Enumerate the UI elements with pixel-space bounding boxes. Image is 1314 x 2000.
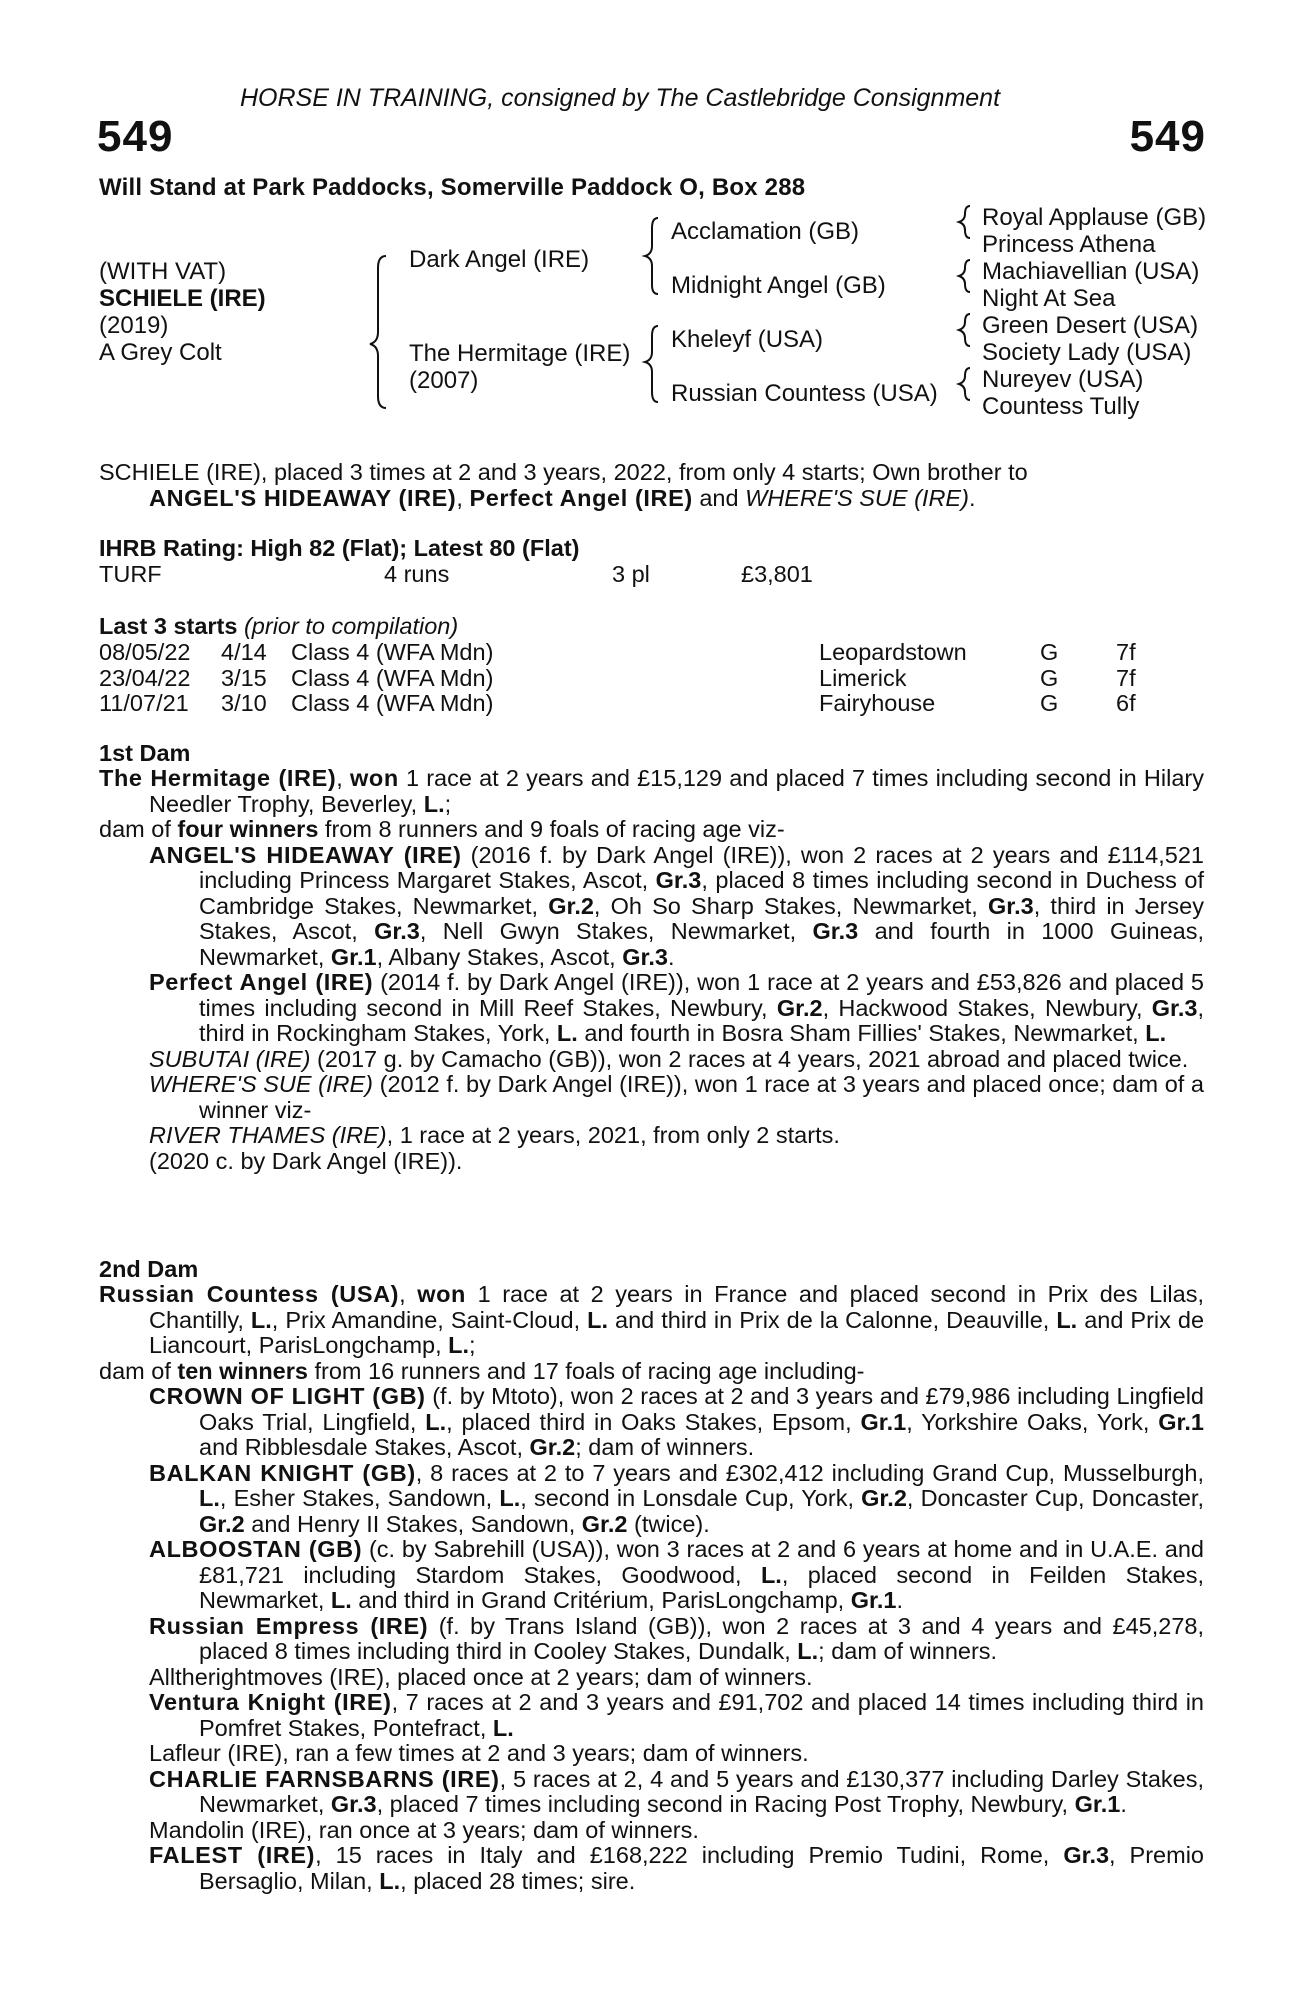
horse-name: SCHIELE (IRE)	[99, 285, 266, 312]
produce-2020-colt: (2020 c. by Dark Angel (IRE)).	[149, 1147, 463, 1174]
last-start-going: G	[1040, 639, 1059, 665]
produce-crown-of-light: CROWN OF LIGHT (GB) (f. by Mtoto), won 2 races at 2 and 3 years and £79,986 including Lingfield Oaks Trial, Lingfield, L., placed third in Oaks Stakes, Epsom, Gr.1, Yorkshire Oaks, York, Gr.1 and Ribblesdale Stakes, Ascot, Gr.2; dam of winners.	[149, 1383, 1204, 1460]
sibling-wheres-sue: WHERE'S SUE (IRE)	[745, 484, 969, 511]
produce-perfect-angel: Perfect Angel (IRE) (2014 f. by Dark Angel (IRE)), won 1 race at 2 years and £53,826 and placed 5 times including second in Mill Reef Stakes, Newbury, Gr.2, Hackwood Stakes, Newbury, Gr.3, third in Rockingham Stakes, York, L. and fourth in Bosra Sham Fillies' Stakes, Newmarket, L.	[149, 969, 1205, 1046]
lot-number-left: 549	[97, 112, 174, 161]
second-dam-record: Russian Countess (USA), won 1 race at 2 years in France and placed second in Prix des Lilas, Chantilly, L., Prix Amandine, Saint-Cloud, L. and third in Prix de la Calonne, Deauville, L. and Prix de Liancourt, ParisLongchamp, L.;	[99, 1281, 1205, 1358]
sibling-angels-hideaway: ANGEL'S HIDEAWAY (IRE)	[149, 484, 457, 511]
last-start-date: 23/04/22	[99, 664, 191, 691]
ihrb-rating: IHRB Rating: High 82 (Flat); Latest 80 (Flat)	[99, 535, 580, 561]
last-start-race: Class 4 (WFA Mdn)	[291, 690, 494, 716]
last-start-race: Class 4 (WFA Mdn)	[291, 664, 494, 691]
produce-mandolin: Mandolin (IRE), ran once at 3 years; dam of winners.	[149, 1816, 699, 1843]
pedigree-dam-sire: Kheleyf (USA)	[671, 326, 824, 353]
stand-location: Will Stand at Park Paddocks, Somerville Paddock O, Box 288	[99, 174, 806, 201]
last-start-race: Class 4 (WFA Mdn)	[291, 639, 494, 665]
last-start-course: Limerick	[819, 664, 907, 691]
produce-subutai: SUBUTAI (IRE) (2017 g. by Camacho (GB)), won 2 races at 4 years, 2021 abroad and placed twice.	[149, 1045, 1189, 1072]
last-start-pos: 3/10	[221, 690, 267, 716]
first-dam-section	[99, 766, 1204, 1174]
produce-angels-hideaway: ANGEL'S HIDEAWAY (IRE) (2016 f. by Dark Angel (IRE)), won 2 races at 2 years and £114,521 including Princess Margaret Stakes, Ascot, Gr.3, placed 8 times including second in Duchess of Cambridge Stakes, Newmarket, Gr.2, Oh So Sharp Stakes, Newmarket, Gr.3, third in Jersey Stakes, Ascot, Gr.3, Nell Gwyn Stakes, Newmarket, Gr.3 and fourth in 1000 Guineas, Newmarket, Gr.1, Albany Stakes, Ascot, Gr.3.	[149, 841, 1205, 970]
summary-paragraph: SCHIELE (IRE), placed 3 times at 2 and 3 years, 2022, from only 4 starts; Own brother to ANGEL'S HIDEAWAY (IRE), Perfect Angel (IRE) and WHERE'S SUE (IRE).	[99, 460, 1204, 511]
last-start-going: G	[1040, 664, 1059, 691]
pedigree-sire-dam: Midnight Angel (GB)	[671, 272, 886, 299]
first-dam-record: The Hermitage (IRE), won 1 race at 2 years and £15,129 and placed 7 times including second in Hilary Needler Trophy, Beverley, L.;	[99, 765, 1204, 817]
pedigree-g8: Countess Tully	[982, 393, 1140, 420]
produce-lafleur: Lafleur (IRE), ran a few times at 2 and 3 years; dam of winners.	[149, 1740, 809, 1766]
pedigree-dam-dam: Russian Countess (USA)	[671, 380, 938, 407]
last-start-course: Leopardstown	[819, 639, 967, 665]
pedigree-g3: Machiavellian (USA)	[982, 258, 1200, 285]
pedigree-dam: The Hermitage (IRE)	[409, 340, 631, 367]
produce-charlie-farnsbarns: CHARLIE FARNSBARNS (IRE), 5 races at 2, 4 and 5 years and £130,377 including Darley Stakes, Newmarket, Gr.3, placed 7 times including second in Racing Post Trophy, Newbury, Gr.1.	[149, 1765, 1204, 1817]
last-start-pos: 4/14	[221, 639, 267, 665]
produce-river-thames: RIVER THAMES (IRE), 1 race at 2 years, 2021, from only 2 starts.	[149, 1122, 840, 1148]
sibling-perfect-angel: Perfect Angel (IRE)	[469, 484, 693, 511]
pedigree-g5: Green Desert (USA)	[982, 312, 1199, 339]
rating-runs: 4 runs	[384, 561, 450, 587]
pedigree-g6: Society Lady (USA)	[982, 339, 1192, 366]
summary-line: SCHIELE (IRE), placed 3 times at 2 and 3 years, 2022, from only 4 starts; Own brother to	[99, 459, 1028, 485]
pedigree-g4: Night At Sea	[982, 285, 1116, 312]
rating-surface: TURF	[99, 561, 162, 587]
last-start-pos: 3/15	[221, 664, 267, 691]
pedigree-g2: Princess Athena	[982, 231, 1156, 258]
pedigree-sire-sire: Acclamation (GB)	[671, 218, 860, 245]
rating-placed: 3 pl	[612, 561, 650, 587]
pedigree-g7: Nureyev (USA)	[982, 366, 1144, 393]
brace-large	[370, 256, 386, 408]
pedigree-dam-year: (2007)	[409, 367, 479, 394]
last-start-date: 11/07/21	[99, 690, 189, 716]
produce-falest: FALEST (IRE), 15 races in Italy and £168,222 including Premio Tudini, Rome, Gr.3, Premio Bersaglio, Milan, L., placed 28 times; sire.	[149, 1842, 1204, 1894]
brace-g4	[959, 368, 970, 400]
vat-note: (WITH VAT)	[99, 258, 227, 285]
second-dam-produce: dam of ten winners from 16 runners and 17 foals of racing age including-	[99, 1357, 865, 1384]
consignment-line: HORSE IN TRAINING, consigned by The Castlebridge Consignment	[240, 84, 1001, 112]
lot-number-right: 549	[1129, 112, 1206, 161]
last-start-dist: 6f	[1116, 690, 1136, 716]
pedigree-sire: Dark Angel (IRE)	[409, 246, 590, 273]
produce-alboostan: ALBOOSTAN (GB) (c. by Sabrehill (USA)), won 3 races at 2 and 6 years at home and in U.A.E. and £81,721 including Stardom Stakes, Goodwood, L., placed second in Feilden Stakes, Newmarket, L. and third in Grand Critérium, ParisLongchamp, Gr.1.	[149, 1536, 1204, 1613]
brace-dam	[645, 326, 658, 402]
produce-wheres-sue: WHERE'S SUE (IRE) (2012 f. by Dark Angel (IRE)), won 1 race at 3 years and placed once; dam of a winner viz-	[149, 1071, 1204, 1123]
brace-g1	[959, 206, 970, 238]
last-start-date: 08/05/22	[99, 639, 191, 665]
brace-g2	[959, 260, 970, 292]
produce-alltherightmoves: Alltherightmoves (IRE), placed once at 2 years; dam of winners.	[149, 1663, 813, 1690]
first-dam-produce: dam of four winners from 8 runners and 9 foals of racing age viz-	[99, 816, 785, 842]
rating-earnings: £3,801	[741, 561, 813, 587]
last-start-dist: 7f	[1116, 664, 1136, 691]
produce-balkan-knight: BALKAN KNIGHT (GB), 8 races at 2 to 7 years and £302,412 including Grand Cup, Musselburgh, L., Esher Stakes, Sandown, L., second in Lonsdale Cup, York, Gr.2, Doncaster Cup, Doncaster, Gr.2 and Henry II Stakes, Sandown, Gr.2 (twice).	[149, 1459, 1205, 1537]
last-start-going: G	[1040, 690, 1059, 716]
brace-sire	[645, 218, 658, 294]
first-dam-heading: 1st Dam	[99, 740, 191, 766]
last-start-dist: 7f	[1116, 639, 1136, 665]
pedigree-g1: Royal Applause (GB)	[982, 204, 1207, 231]
last-starts-heading: Last 3 starts (prior to compilation)	[99, 613, 459, 639]
horse-description: A Grey Colt	[99, 339, 222, 366]
second-dam-section	[99, 1282, 1204, 1894]
second-dam-heading: 2nd Dam	[99, 1256, 199, 1282]
last-start-course: Fairyhouse	[819, 690, 936, 716]
brace-g3	[959, 314, 970, 346]
produce-russian-empress: Russian Empress (IRE) (f. by Trans Island (GB)), won 2 races at 3 and 4 years and £45,278, placed 8 times including third in Cooley Stakes, Dundalk, L.; dam of winners.	[149, 1612, 1204, 1664]
horse-year: (2019)	[99, 312, 169, 339]
produce-ventura-knight: Ventura Knight (IRE), 7 races at 2 and 3 years and £91,702 and placed 14 times including third in Pomfret Stakes, Pontefract, L.	[149, 1689, 1204, 1741]
